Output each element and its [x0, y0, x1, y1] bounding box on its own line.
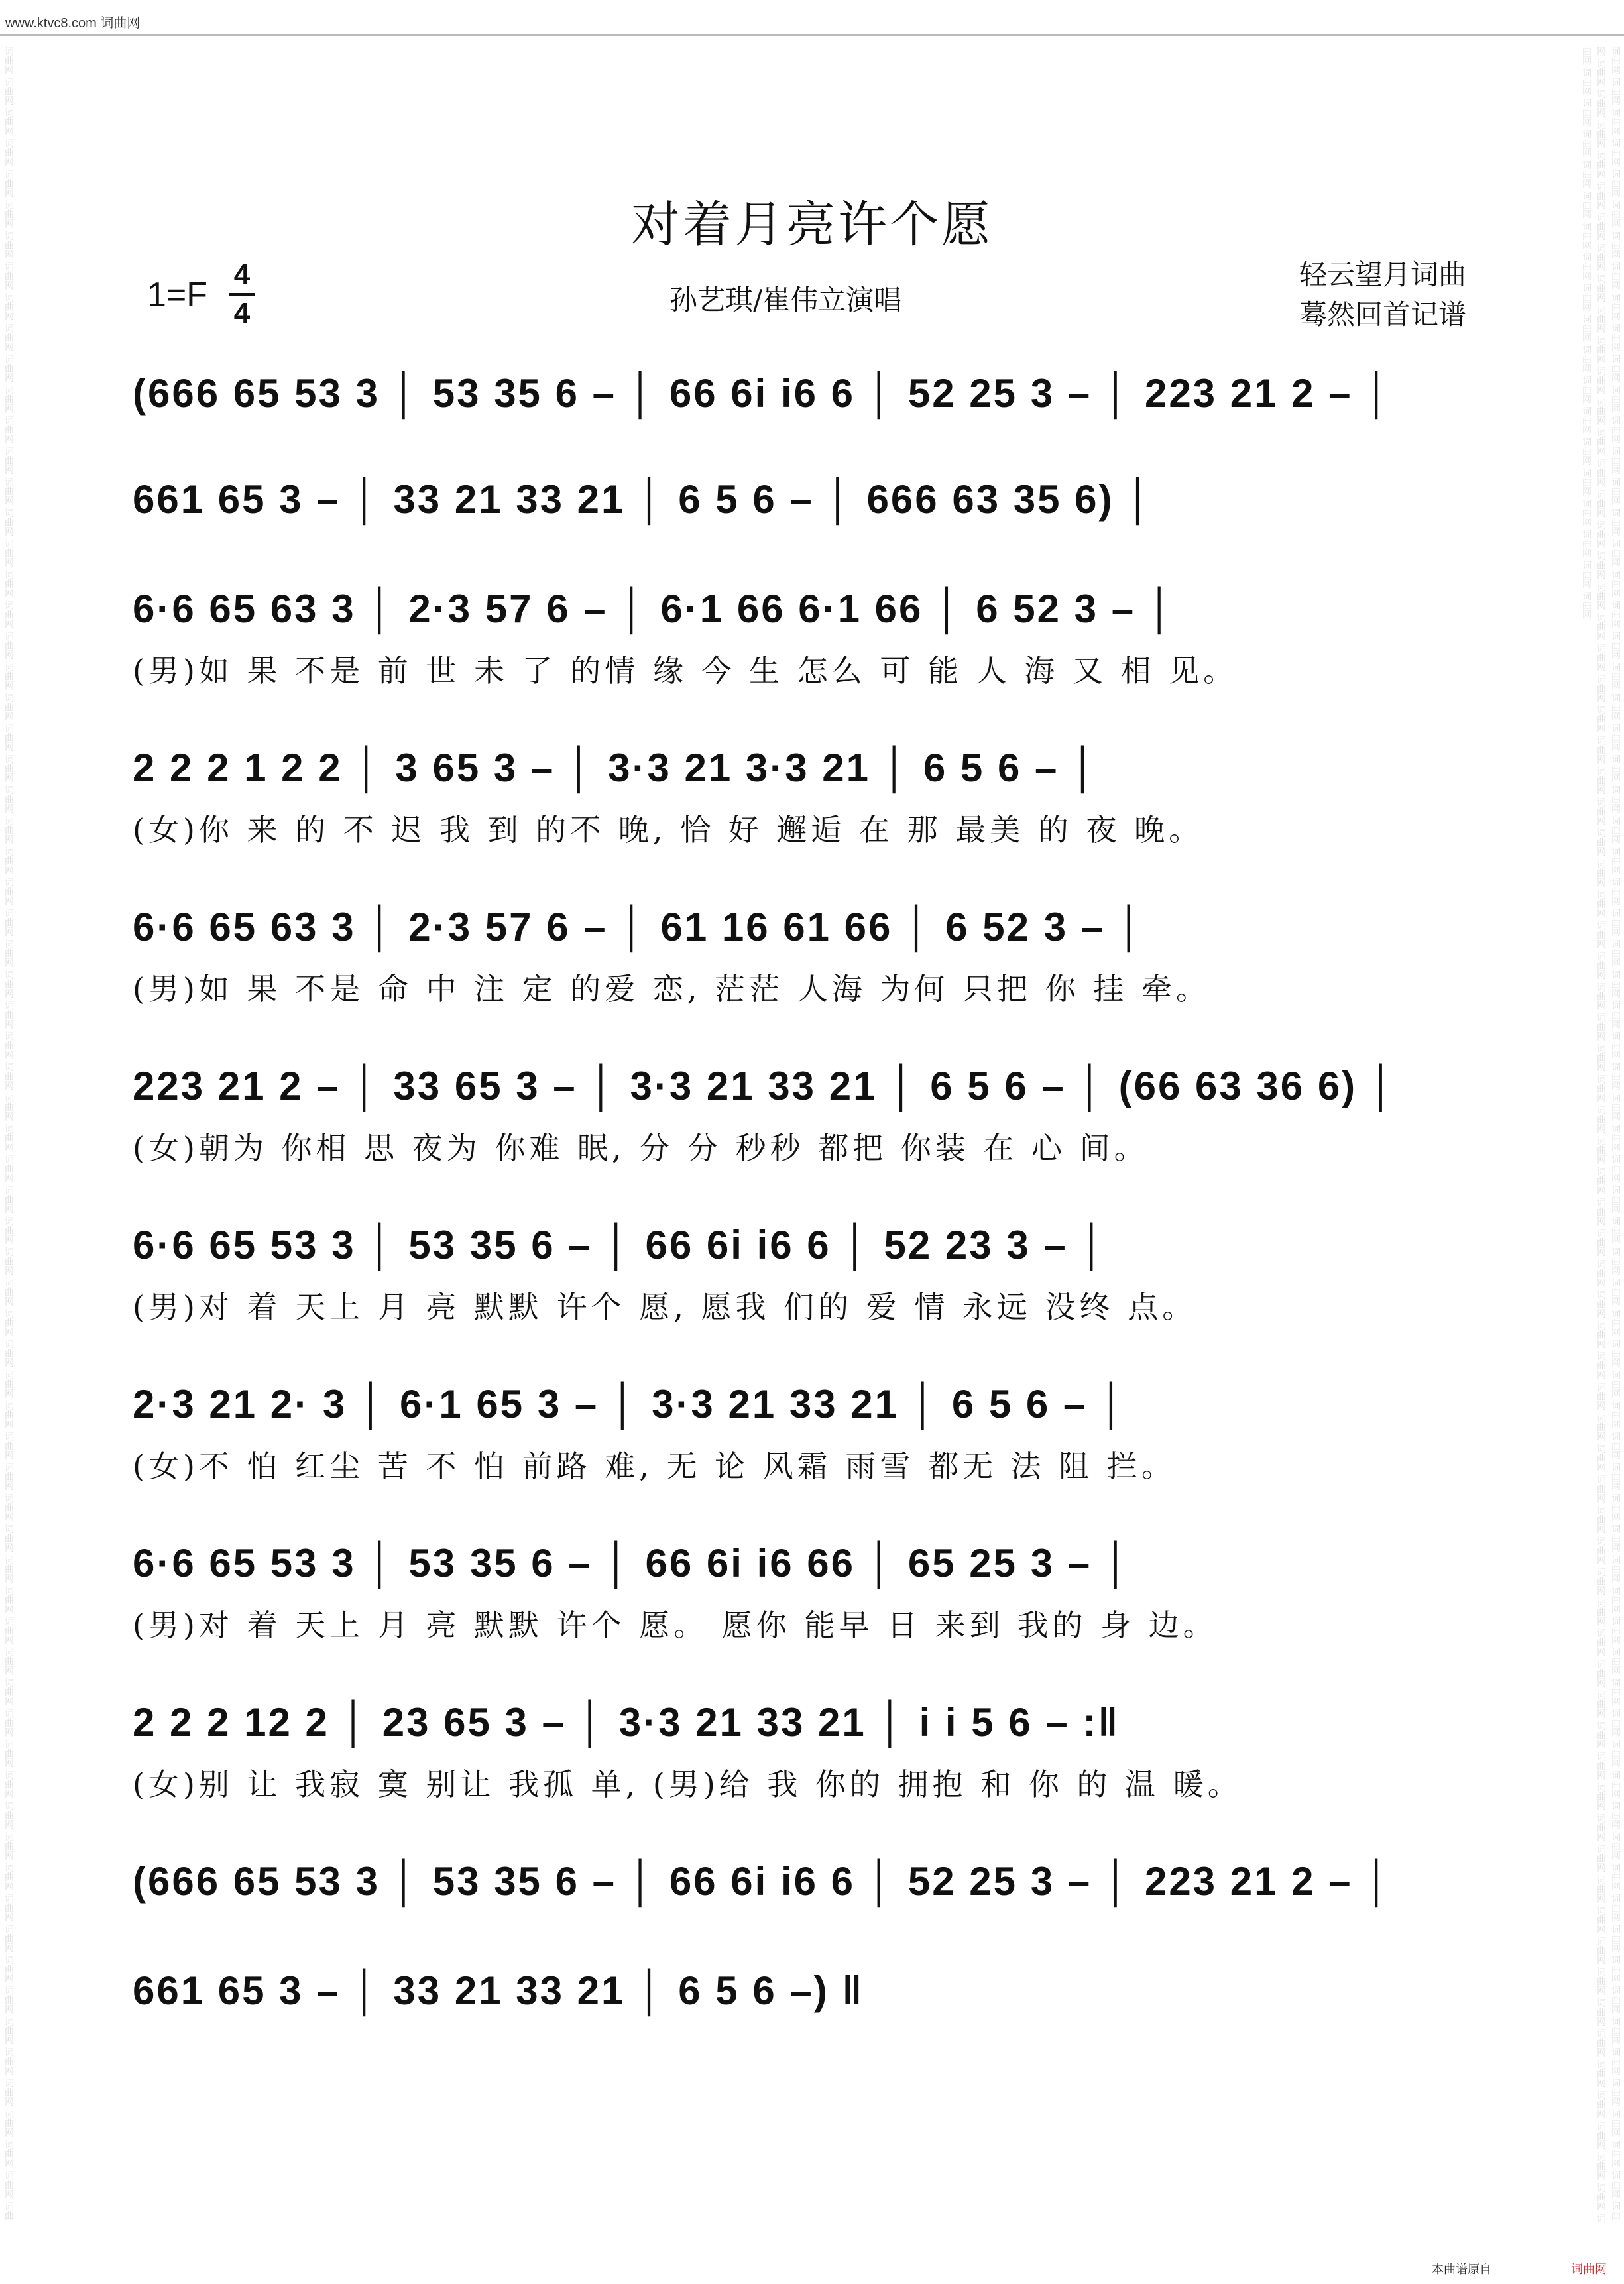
- lyric-line: (男)对 着 天上 月 亮 默默 许个 愿, 愿我 们的 爱 情 永远 没终 点。: [133, 1289, 1197, 1325]
- watermark-left: 词曲网 词曲网 词曲网 词曲网 词曲网 词曲网 词曲网 词曲网 词曲网 词曲网 词曲网 词曲网 词曲网 词曲网 词曲网 词曲网 词曲网 词曲网 词曲网 词曲网 词曲网 词曲网 词曲网 词曲网 词曲网 词曲网 词曲网 词曲网 词曲网 词曲网 词曲网 词曲网 词曲网 词曲网 词曲网 词曲网 词曲网 词曲网 词曲网 词曲网 词曲网 词曲网 词曲网 词曲网 词曲网 词曲网 词曲网 词曲网 词曲网 词曲网 词曲网 词曲网 词曲网 词曲网 词曲网 词曲网 词曲网 词曲网 词曲网 词曲网 词曲网 词曲网 词曲网 词曲网 词曲网 词曲网 词曲网 词曲网 词曲网 词曲网 词曲: [3, 46, 14, 2220]
- lyric-line: (女)别 让 我寂 寞 别让 我孤 单, (男)给 我 你的 拥抱 和 你 的 温 暖。: [133, 1766, 1242, 1802]
- credits: [1299, 255, 1466, 335]
- staff-row-3: [133, 583, 1491, 691]
- staff-row-10: [133, 1697, 1491, 1804]
- notation-line: 6·6 65 53 3 │ 53 35 6 – │ 66 6i i6 6 │ 52 23 3 – │: [133, 1223, 1108, 1267]
- lyric-line: (男)对 着 天上 月 亮 默默 许个 愿。 愿你 能早 日 来到 我的 身 边。: [133, 1607, 1218, 1643]
- top-rule: [0, 34, 1624, 36]
- time-signature-top: 4: [233, 258, 251, 291]
- staff-row-8: [133, 1379, 1491, 1486]
- staff-row-2: [133, 474, 1491, 526]
- key-signature: 1=F: [147, 276, 208, 314]
- credit-lyrics-music: 轻云望月词曲: [1299, 258, 1467, 291]
- lyric-line: (女)朝为 你相 思 夜为 你难 眠, 分 分 秒秒 都把 你装 在 心 间。: [133, 1130, 1149, 1166]
- credit-transcriber: 蓦然回首记谱: [1299, 298, 1467, 331]
- footer-source: 本曲谱原自: [1432, 2263, 1491, 2277]
- staff-row-4: [133, 742, 1491, 850]
- staff-row-7: [133, 1220, 1491, 1327]
- notation-line: 661 65 3 – │ 33 21 33 21 │ 6 5 6 –) ‖: [133, 1969, 864, 2013]
- lyric-line: (女)不 怕 红尘 苦 不 怕 前路 难, 无 论 风霜 雨雪 都无 法 阻 拦。: [133, 1448, 1176, 1484]
- time-signature-bottom: 4: [233, 297, 251, 329]
- staff-row-5: [133, 901, 1491, 1009]
- time-signature: [229, 258, 255, 330]
- staff-row-6: [133, 1060, 1491, 1168]
- lyric-line: (男)如 果 不是 命 中 注 定 的爱 恋, 茫茫 人海 为何 只把 你 挂 牵。: [133, 971, 1210, 1007]
- notation-line: 2 2 2 1 2 2 │ 3 65 3 – │ 3·3 21 3·3 21 │ 6 5 6 – │: [133, 746, 1099, 790]
- footer-site: 词曲网: [1571, 2263, 1607, 2277]
- notation-line: 6·6 65 53 3 │ 53 35 6 – │ 66 6i i6 66 │ 65 25 3 – │: [133, 1541, 1132, 1585]
- notation-line: 6·6 65 63 3 │ 2·3 57 6 – │ 6·1 66 6·1 66 │ 6 52 3 – │: [133, 587, 1176, 631]
- score-title: 对着月亮许个愿: [631, 196, 993, 253]
- staff-row-1: [133, 368, 1491, 420]
- lyric-line: (男)如 果 不是 前 世 未 了 的情 缘 今 生 怎么 可 能 人 海 又 相 见。: [133, 653, 1238, 689]
- time-signature-bar: [229, 293, 255, 296]
- notation-line: (666 65 53 3 │ 53 35 6 – │ 66 6i i6 6 │ 52 25 3 – │ 223 21 2 – │: [133, 371, 1393, 416]
- notation-line: 2 2 2 12 2 │ 23 65 3 – │ 3·3 21 33 21 │ i i 5 6 – :‖: [133, 1700, 1120, 1744]
- notation-line: (666 65 53 3 │ 53 35 6 – │ 66 6i i6 6 │ 52 25 3 – │ 223 21 2 – │: [133, 1859, 1393, 1904]
- notation-line: 6·6 65 63 3 │ 2·3 57 6 – │ 61 16 61 66 │ 6 52 3 – │: [133, 905, 1145, 949]
- staff-row-9: [133, 1538, 1491, 1645]
- notation-line: 2·3 21 2· 3 │ 6·1 65 3 – │ 3·3 21 33 21 │ 6 5 6 – │: [133, 1382, 1128, 1426]
- staff-row-11: [133, 1856, 1491, 1908]
- performer: 孙艺琪/崔伟立演唱: [669, 284, 902, 316]
- site-mark: www.ktvc8.com 词曲网: [5, 16, 141, 30]
- notation-line: 661 65 3 – │ 33 21 33 21 │ 6 5 6 – │ 666 63 35 6) │: [133, 477, 1154, 522]
- staff-row-12: [133, 1965, 1491, 2017]
- notation-line: 223 21 2 – │ 33 65 3 – │ 3·3 21 33 21 │ 6 5 6 – │ (66 63 36 6) │: [133, 1064, 1397, 1108]
- lyric-line: (女)你 来 的 不 迟 我 到 的不 晚, 恰 好 邂逅 在 那 最美 的 夜 晚。: [133, 812, 1204, 848]
- watermark-right: 词曲网 词曲网 词曲网 词曲网 词曲网 词曲网 词曲网 词曲网 词曲网 词曲网 词曲网 词曲网 词曲网 词曲网 词曲网 词曲网 词曲网 词曲网 词曲网 词曲网 词曲网 词曲网 词曲网 词曲网 词曲网 词曲网 词曲网 词曲网 词曲网 词曲网 词曲网 词曲网 词曲网 词曲网 词曲网 词曲网 词曲网 词曲网 词曲网 词曲网 词曲网 词曲网 词曲网 词曲网 词曲网 词曲网 词曲网 词曲网 词曲网 词曲网 词曲网 词曲网 词曲网 词曲网 词曲网 词曲网 词曲网 词曲网 词曲网 词曲网 词曲网 词曲网 词曲网 词曲网 词曲网 词曲网 词曲网 词曲网 词曲网 词曲网 词曲网 词曲网 词曲网 词曲网 词曲网 词曲网 词曲网 词曲网 词曲网 词曲网 词曲网 词曲网 词曲网 词曲网 词曲网 词曲网 词曲网 词曲网 词曲网 词曲网 词曲网 词曲网 词曲网 词曲网 词曲网 词曲网 词曲网 词曲网 词曲网 词曲网 词曲网 词曲网 词曲网 词曲网 词曲网 词曲网 词曲网 词曲网 词曲网 词曲网 词曲网 词曲网 词曲网 词曲网 词曲网 词曲网 词曲网 词曲网 词曲网 词曲网 词曲网 词曲网 词曲网 词曲网 词曲网 词曲网 词曲网 词曲网 词曲网 词曲网 词曲网 词曲网 词曲网 词曲网 词曲网 词曲网 词曲网 词曲网 词曲网 词曲网 词曲网 词曲网 词曲网 词曲网 词曲网 词曲网 词曲网 词曲网 词曲网 词曲网 词曲网 词曲网 词曲网 词曲网 词曲网 词曲网 词曲网 词曲网 词曲网 词曲网: [1581, 46, 1621, 2223]
